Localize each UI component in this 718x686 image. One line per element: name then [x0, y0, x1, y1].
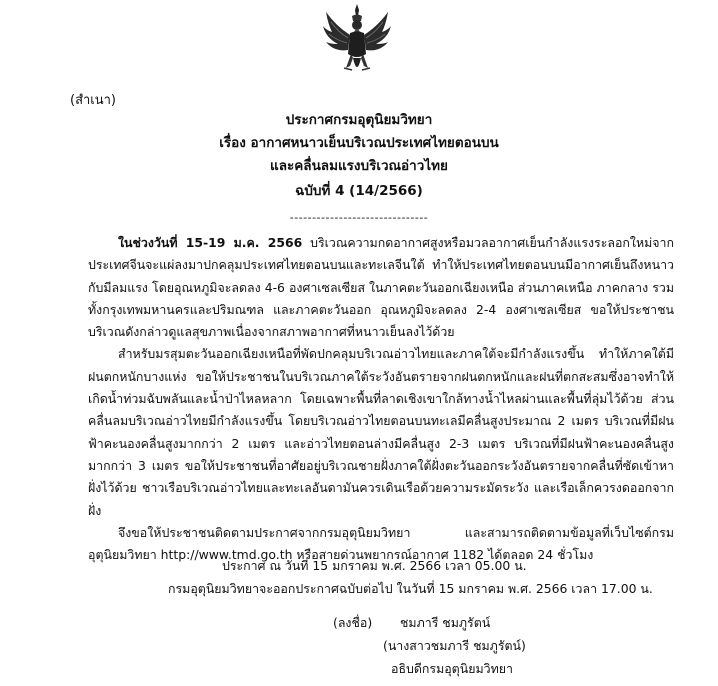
- garuda-emblem-icon: [322, 2, 392, 78]
- divider: -------------------------------: [289, 211, 429, 224]
- paragraph-1-text: บริเวณความกดอากาศสูงหรือมวลอากาศเย็นกำลังแรงระลอกใหม่จากประเทศจีนจะแผ่ลงมาปกคลุมประเทศไทยตอนบนและทะเลจีนใต้ ทำให้ประเทศไทยตอนบนมีอากาศเย็นถึงหนาวกับมีลมแรง โดยอุณหภูมิจะลดลง 4-6 องศาเซลเซียส ในภาคตะวันออกเฉียงเหนือ ส่วนภาคเหนือ ภาคกลาง รวมทั้งกรุงเทพมหานครและปริมณฑล และภาคตะวันออก อุณหภูมิจะลดลง 2-4 องศาเซลเซียส ขอให้ประชาชนบริเวณดังกล่าวดูแลสุขภาพเนื่องจากสภาพอากาศที่หนาวเย็นลงไว้ด้วย: [88, 235, 674, 340]
- signature-label: (ลงชื่อ): [333, 615, 373, 630]
- copy-mark: (สำเนา): [70, 93, 117, 108]
- signature-name: ชมภารี ชมภูรัตน์: [400, 615, 491, 630]
- document-subject-line2: และคลื่นลมแรงบริเวณอ่าวไทย: [270, 158, 448, 174]
- next-issue-notice: กรมอุตุนิยมวิทยาจะออกประกาศฉบับต่อไป ในวันที่ 15 มกราคม พ.ศ. 2566 เวลา 17.00 น.: [168, 581, 653, 596]
- announce-date: ประกาศ ณ วันที่ 15 มกราคม พ.ศ. 2566 เวลา 05.00 น.: [222, 558, 527, 573]
- paragraph-2: สำหรับมรสุมตะวันออกเฉียงเหนือที่พัดปกคลุมบริเวณอ่าวไทยและภาคใต้จะมีกำลังแรงขึ้น ทำให้ภาคใต้มีฝนตกหนักบางแห่ง ขอให้ประชาชนในบริเวณภาคใต้ระวังอันตรายจากฝนตกหนักและฝนที่ตกสะสมซึ่งอาจทำให้เกิดน้ำท่วมฉับพลันและน้ำป่าไหลหลาก โดยเฉพาะพื้นที่ลาดเชิงเขาใกล้ทางน้ำไหลผ่านและพื้นที่ลุ่มไว้ด้วย ส่วนคลื่นลมบริเวณอ่าวไทยมีกำลังแรงขึ้น โดยบริเวณอ่าวไทยตอนบนทะเลมีคลื่นสูงประมาณ 2 เมตร บริเวณที่มีฝนฟ้าคะนองคลื่นสูงมากกว่า 2 เมตร และอ่าวไทยตอนล่างมีคลื่นสูง 2-3 เมตร บริเวณที่มีฝนฟ้าคะนองคลื่นสูงมากกว่า 3 เมตร ขอให้ประชาชนที่อาศัยอยู่บริเวณชายฝั่งภาคใต้ฝั่งตะวันออกระวังอันตรายจากคลื่นที่ซัดเข้าหาฝั่งไว้ด้วย ชาวเรือบริเวณอ่าวไทยและทะเลอันดามันควรเดินเรือด้วยความระมัดระวัง และเรือเล็กควรงดออกจากฝั่ง: [88, 346, 674, 518]
- signer-full-name: (นางสาวชมภารี ชมภูรัตน์): [383, 638, 526, 653]
- document-title: ประกาศกรมอุตุนิยมวิทยา: [285, 112, 433, 128]
- paragraph-1-lead: ในช่วงวันที่ 15-19 ม.ค. 2566: [118, 235, 303, 250]
- signer-position: อธิบดีกรมอุตุนิยมวิทยา: [391, 661, 513, 676]
- document-subject: เรื่อง อากาศหนาวเย็นบริเวณประเทศไทยตอนบน: [219, 135, 499, 151]
- paragraph-3: จึงขอให้ประชาชนติดตามประกาศจากกรมอุตุนิยมวิทยา และสามารถติดตามข้อมูลที่เว็บไซต์กรมอุตุนิยมวิทยา http://www.tmd.go.th หรือสายด่วนพยากรณ์อากาศ 1182 ได้ตลอด 24 ชั่วโมง: [88, 524, 674, 563]
- document-body: [88, 232, 674, 566]
- document-issue-number: ฉบับที่ 4 (14/2566): [295, 183, 423, 199]
- paragraph-1: [88, 232, 674, 343]
